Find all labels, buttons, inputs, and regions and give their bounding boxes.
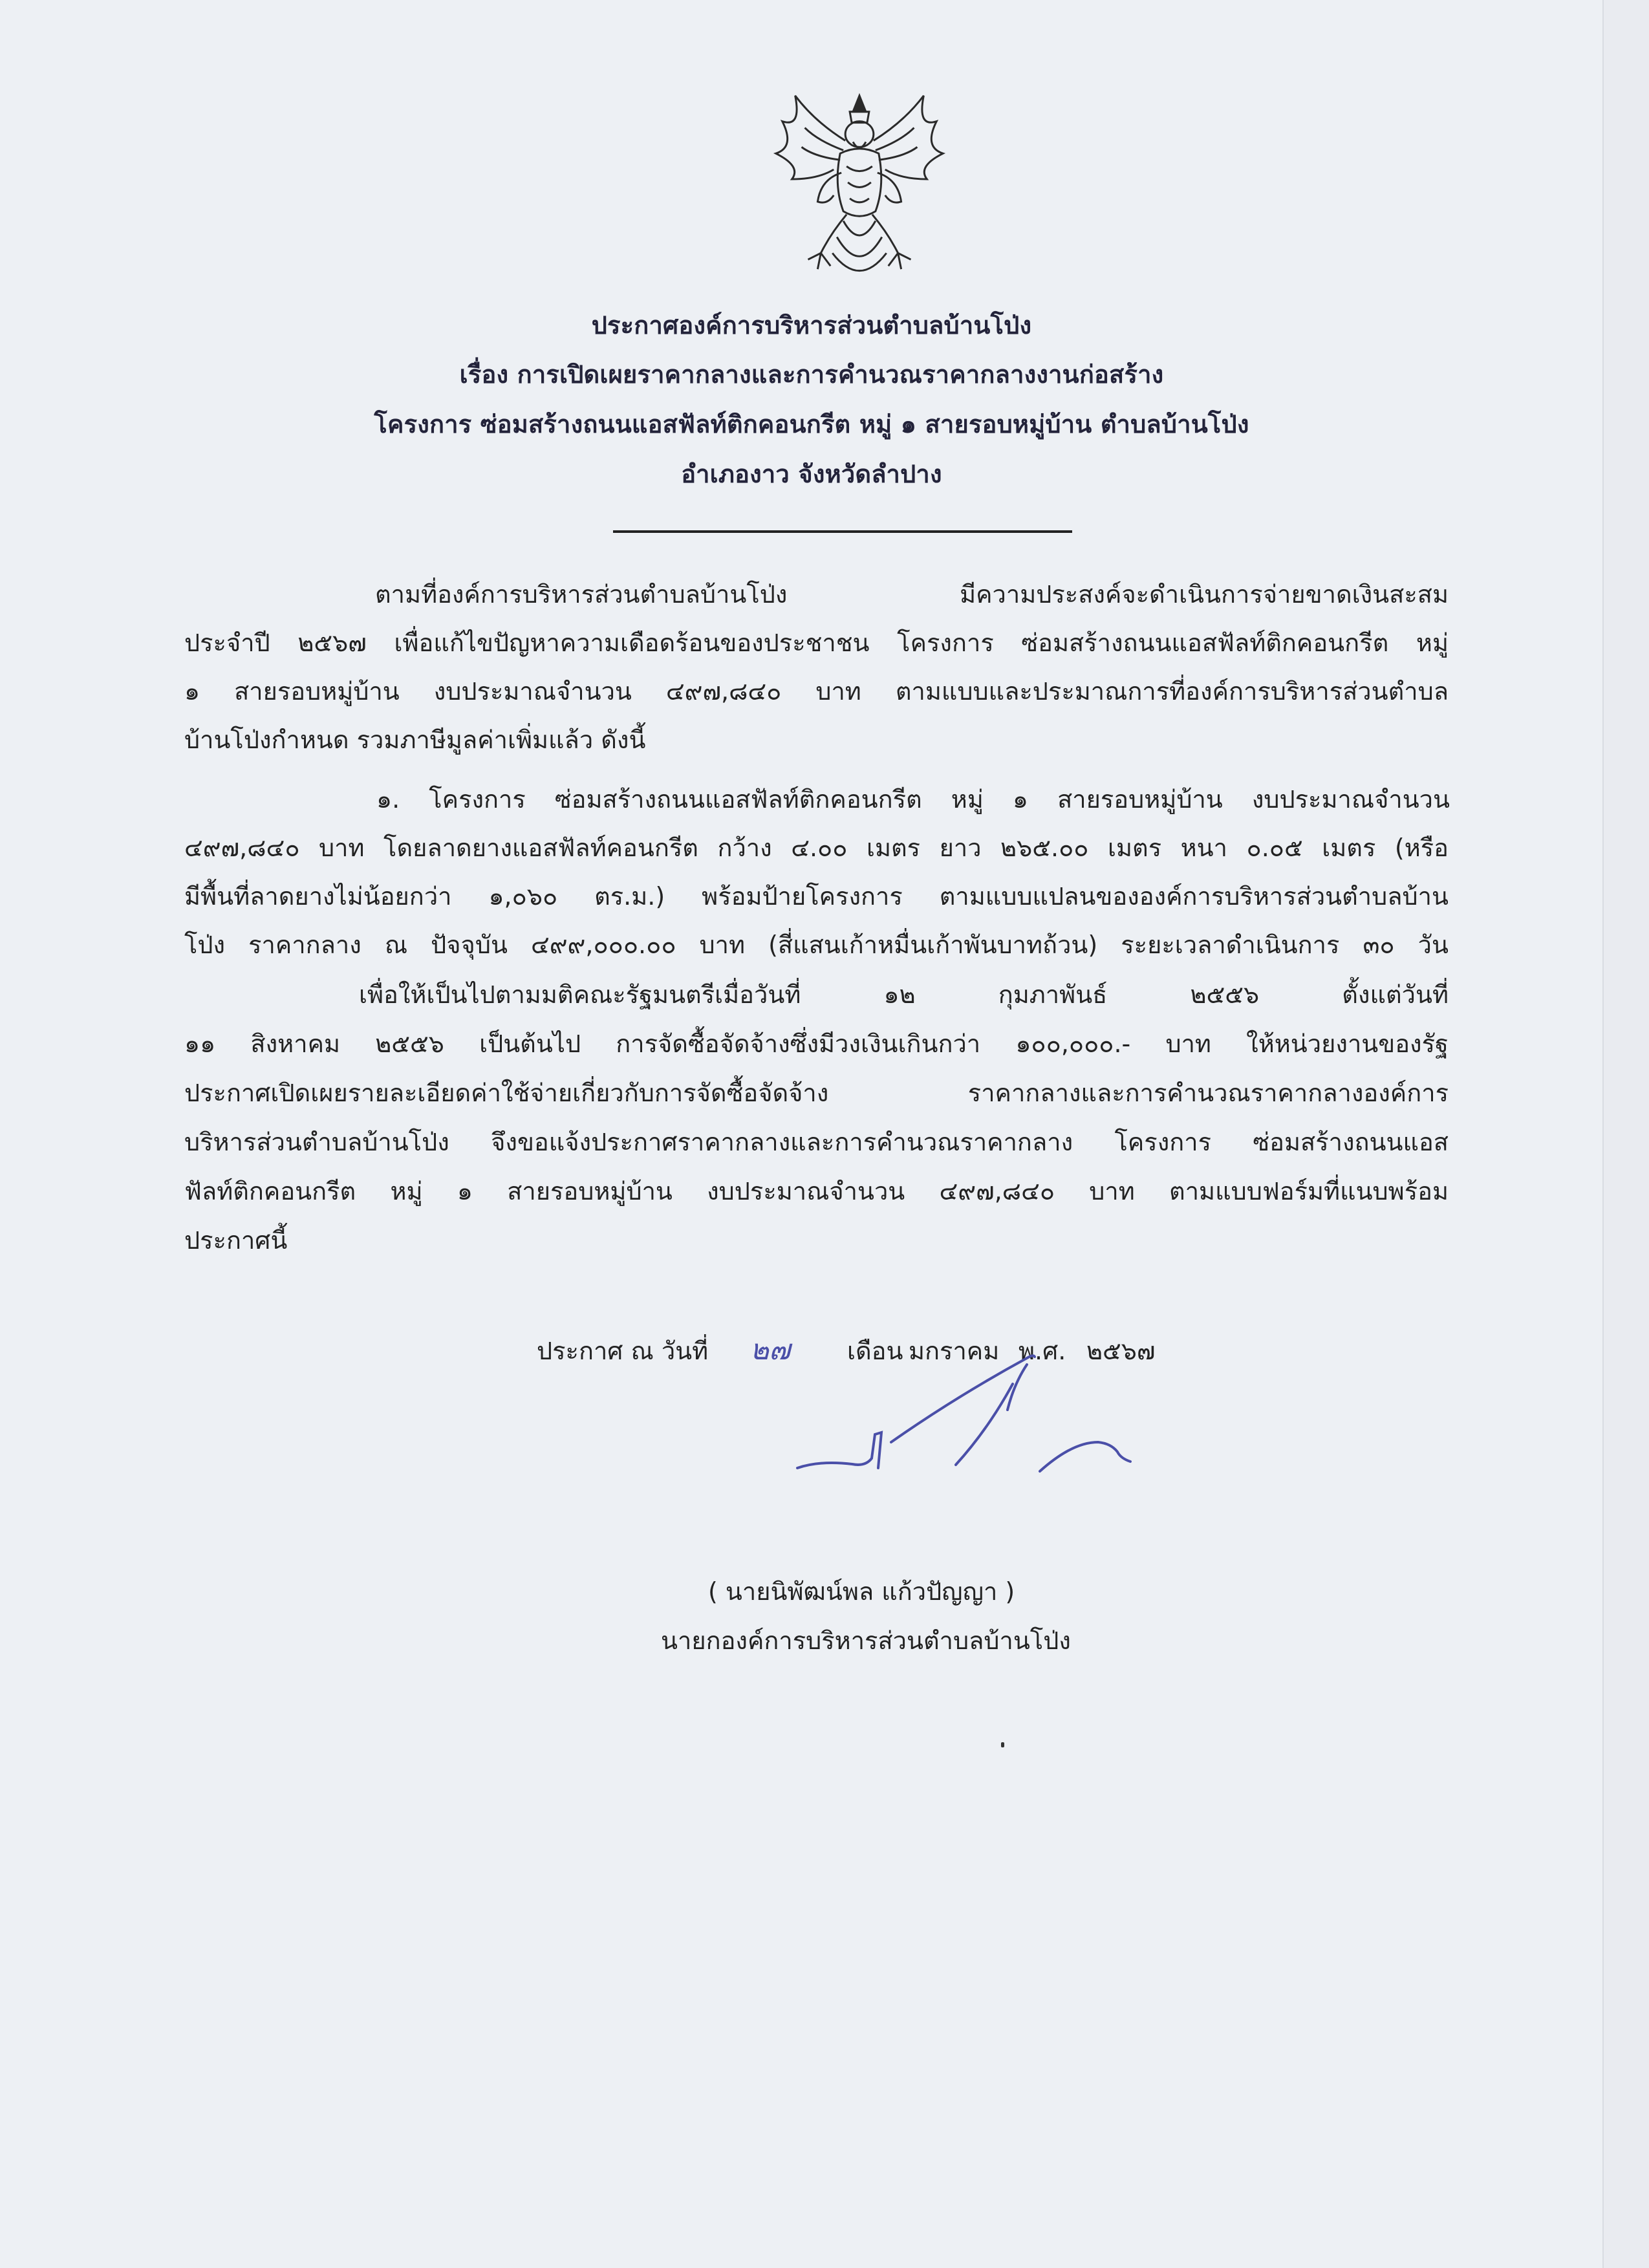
handwritten-signature xyxy=(794,1345,1150,1481)
body-line: ๔๙๗,๘๔๐ บาท โดยลาดยางแอสฟัลท์คอนกรีต กว้าง ๔.๐๐ เมตร ยาว ๒๖๕.๐๐ เมตร หนา ๐.๐๕ เมตร (หรือ xyxy=(184,834,1449,862)
body-line: โป่ง ราคากลาง ณ ปัจจุบัน ๔๙๙,๐๐๐.๐๐ บาท (สี่แสนเก้าหมื่นเก้าพันบาทถ้วน) ระยะเวลาดำเนินการ ๓๐ วัน xyxy=(184,931,1449,959)
date-year: ๒๕๖๗ xyxy=(1086,1337,1156,1365)
body-line: ฟัลท์ติกคอนกรีต หมู่ ๑ สายรอบหมู่บ้าน งบประมาณจำนวน ๔๙๗,๘๔๐ บาท ตามแบบฟอร์มที่แนบพร้อม xyxy=(184,1177,1449,1205)
body-line: ตามที่องค์การบริหารส่วนตำบลบ้านโป่ง มีความประสงค์จะดำเนินการจ่ายขาดเงินสะสม xyxy=(375,580,1449,609)
date-month: มกราคม xyxy=(909,1337,1000,1365)
announcement-title: ประกาศองค์การบริหารส่วนตำบลบ้านโป่ง xyxy=(591,311,1032,340)
body-line: บ้านโป่งกำหนด รวมภาษีมูลค่าเพิ่มแล้ว ดังนี้ xyxy=(184,726,646,754)
body-line: ๑. โครงการ ซ่อมสร้างถนนแอสฟัลท์ติกคอนกรีต หมู่ ๑ สายรอบหมู่บ้าน งบประมาณจำนวน xyxy=(376,785,1450,814)
body-line: เพื่อให้เป็นไปตามมติคณะรัฐมนตรีเมื่อวันที่ ๑๒ กุมภาพันธ์ ๒๕๕๖ ตั้งแต่วันที่ xyxy=(359,980,1449,1009)
date-era: พ.ศ. xyxy=(1018,1337,1066,1365)
body-line: มีพื้นที่ลาดยางไม่น้อยกว่า ๑,๐๖๐ ตร.ม.) พร้อมป้ายโครงการ ตามแบบแปลนขององค์การบริหารส่วนตำบลบ้าน xyxy=(184,882,1449,911)
body-line: ประกาศนี้ xyxy=(184,1226,288,1255)
body-line: ๑๑ สิงหาคม ๒๕๕๖ เป็นต้นไป การจัดซื้อจัดจ้างซึ่งมีวงเงินเกินกว่า ๑๐๐,๐๐๐.- บาท ให้หน่วยงานของรัฐ xyxy=(184,1030,1449,1058)
body-line: ประจำปี ๒๕๖๗ เพื่อแก้ไขปัญหาความเดือดร้อนของประชาชน โครงการ ซ่อมสร้างถนนแอสฟัลท์ติกคอนกรีต หมู่ xyxy=(184,629,1449,657)
signatory-name: ( นายนิพัฒน์พล แก้วปัญญา ) xyxy=(708,1577,1015,1606)
body-line: บริหารส่วนตำบลบ้านโป่ง จึงขอแจ้งประกาศราคากลางและการคำนวณราคากลาง โครงการ ซ่อมสร้างถนนแอส xyxy=(184,1128,1449,1156)
header-divider xyxy=(613,530,1072,533)
project-location: อำเภองาว จังหวัดลำปาง xyxy=(681,460,942,488)
date-day-handwritten: ๒๗ xyxy=(750,1334,791,1366)
stray-mark xyxy=(1001,1742,1004,1747)
announcement-subject: เรื่อง การเปิดเผยราคากลางและการคำนวณราคากลางงานก่อสร้าง xyxy=(459,360,1164,389)
body-line: ประกาศเปิดเผยรายละเอียดค่าใช้จ่ายเกี่ยวกับการจัดซื้อจัดจ้าง ราคากลางและการคำนวณราคากลางองค์การ xyxy=(184,1079,1449,1107)
garuda-emblem xyxy=(757,83,962,288)
signatory-position: นายกองค์การบริหารส่วนตำบลบ้านโป่ง xyxy=(661,1626,1071,1655)
body-line: ๑ สายรอบหมู่บ้าน งบประมาณจำนวน ๔๙๗,๘๔๐ บาท ตามแบบและประมาณการที่องค์การบริหารส่วนตำบล xyxy=(184,677,1449,706)
project-title: โครงการ ซ่อมสร้างถนนแอสฟัลท์ติกคอนกรีต หมู่ ๑ สายรอบหมู่บ้าน ตำบลบ้านโป่ง xyxy=(374,410,1249,438)
date-month-prefix: เดือน xyxy=(847,1337,903,1365)
date-prefix: ประกาศ ณ วันที่ xyxy=(537,1337,709,1365)
